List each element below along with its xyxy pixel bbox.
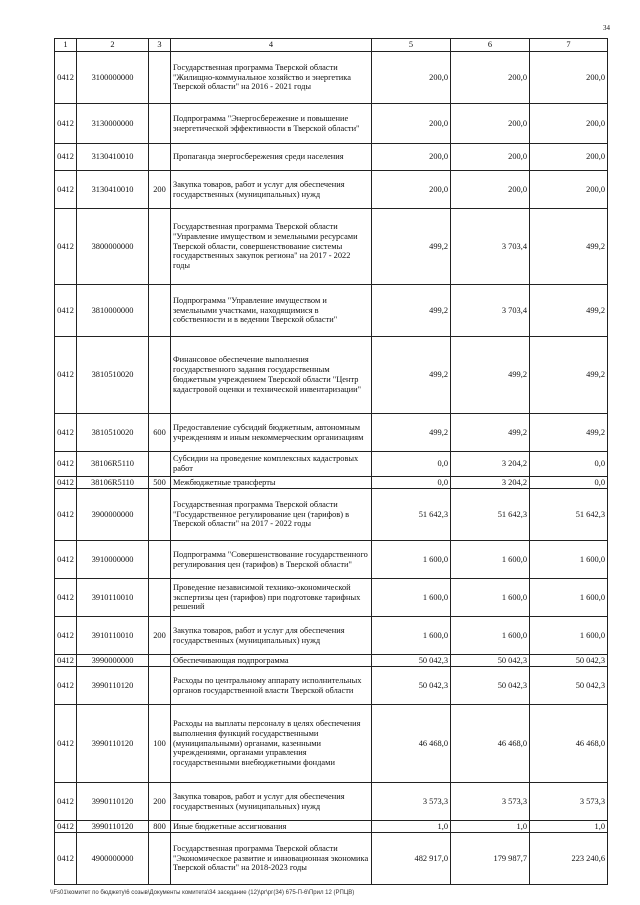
amount-year2-cell: 3 573,3 <box>451 783 530 821</box>
amount-year3-cell: 1,0 <box>530 821 608 833</box>
target-article-cell: 3910110010 <box>77 617 149 655</box>
file-path-footer: \\Fs01\комитет по бюджету\6 созыв\Документы комитета\34 заседание (12)\рг\рг(34) 675-П-6\Прил 12 (РПЦВ) <box>50 890 355 896</box>
header-cell: 7 <box>530 39 608 52</box>
amount-year3-cell: 200,0 <box>530 144 608 171</box>
amount-year3-cell: 1 600,0 <box>530 579 608 617</box>
amount-year1-cell: 499,2 <box>372 209 451 285</box>
description-cell: Расходы на выплаты персоналу в целях обеспечения выполнения функций государственными (муниципальными) органами, казенными учреждениями, органами управления государственными внебюджетными фондами <box>171 705 372 783</box>
table-row <box>55 171 608 209</box>
description-cell: Проведение независимой технико-экономической экспертизы цен (тарифов) при подготовке тарифных решений <box>171 579 372 617</box>
section-code-cell: 0412 <box>55 171 77 209</box>
description-cell: Подпрограмма "Управление имуществом и земельными участками, находящимися в собственности и в ведении Тверской области" <box>171 285 372 337</box>
section-code-cell: 0412 <box>55 285 77 337</box>
section-code-cell: 0412 <box>55 452 77 477</box>
expense-type-cell: 600 <box>149 414 171 452</box>
section-code-cell: 0412 <box>55 617 77 655</box>
description-cell: Государственная программа Тверской области "Государственное регулирование цен (тарифов) в Тверской области" на 2017 - 2022 годы <box>171 489 372 541</box>
budget-table <box>54 38 608 885</box>
amount-year2-cell: 3 703,4 <box>451 285 530 337</box>
section-code-cell: 0412 <box>55 414 77 452</box>
description-cell: Закупка товаров, работ и услуг для обеспечения государственных (муниципальных) нужд <box>171 171 372 209</box>
description-cell: Финансовое обеспечение выполнения государственного задания государственным бюджетным учреждением Тверской области "Центр кадастровой оценки и технической инвентаризации" <box>171 337 372 414</box>
target-article-cell: 3990110120 <box>77 705 149 783</box>
amount-year2-cell: 200,0 <box>451 52 530 104</box>
section-code-cell: 0412 <box>55 655 77 667</box>
amount-year1-cell: 499,2 <box>372 285 451 337</box>
target-article-cell: 3990000000 <box>77 655 149 667</box>
target-article-cell: 3130410010 <box>77 144 149 171</box>
expense-type-cell <box>149 285 171 337</box>
header-cell: 5 <box>372 39 451 52</box>
section-code-cell: 0412 <box>55 667 77 705</box>
amount-year1-cell: 0,0 <box>372 477 451 489</box>
target-article-cell: 3910110010 <box>77 579 149 617</box>
amount-year1-cell: 46 468,0 <box>372 705 451 783</box>
table-row <box>55 833 608 885</box>
amount-year3-cell: 3 573,3 <box>530 783 608 821</box>
amount-year1-cell: 200,0 <box>372 144 451 171</box>
expense-type-cell <box>149 833 171 885</box>
amount-year3-cell: 200,0 <box>530 52 608 104</box>
amount-year1-cell: 499,2 <box>372 414 451 452</box>
target-article-cell: 3800000000 <box>77 209 149 285</box>
table-row <box>55 617 608 655</box>
section-code-cell: 0412 <box>55 477 77 489</box>
amount-year2-cell: 1 600,0 <box>451 579 530 617</box>
table-row <box>55 541 608 579</box>
amount-year2-cell: 50 042,3 <box>451 655 530 667</box>
description-cell: Закупка товаров, работ и услуг для обеспечения государственных (муниципальных) нужд <box>171 783 372 821</box>
amount-year1-cell: 50 042,3 <box>372 667 451 705</box>
amount-year1-cell: 0,0 <box>372 452 451 477</box>
amount-year2-cell: 200,0 <box>451 144 530 171</box>
expense-type-cell: 800 <box>149 821 171 833</box>
expense-type-cell <box>149 52 171 104</box>
amount-year3-cell: 50 042,3 <box>530 655 608 667</box>
target-article-cell: 3990110120 <box>77 783 149 821</box>
target-article-cell: 38106R5110 <box>77 477 149 489</box>
amount-year3-cell: 499,2 <box>530 414 608 452</box>
description-cell: Обеспечивающая подпрограмма <box>171 655 372 667</box>
amount-year1-cell: 1 600,0 <box>372 617 451 655</box>
expense-type-cell: 200 <box>149 783 171 821</box>
target-article-cell: 3130410010 <box>77 171 149 209</box>
section-code-cell: 0412 <box>55 541 77 579</box>
target-article-cell: 3900000000 <box>77 489 149 541</box>
amount-year1-cell: 1 600,0 <box>372 579 451 617</box>
amount-year2-cell: 46 468,0 <box>451 705 530 783</box>
description-cell: Иные бюджетные ассигнования <box>171 821 372 833</box>
amount-year1-cell: 200,0 <box>372 104 451 144</box>
description-cell: Субсидии на проведение комплексных кадастровых работ <box>171 452 372 477</box>
header-cell: 6 <box>451 39 530 52</box>
amount-year3-cell: 50 042,3 <box>530 667 608 705</box>
amount-year1-cell: 3 573,3 <box>372 783 451 821</box>
expense-type-cell <box>149 452 171 477</box>
amount-year2-cell: 499,2 <box>451 337 530 414</box>
amount-year3-cell: 499,2 <box>530 285 608 337</box>
amount-year2-cell: 200,0 <box>451 104 530 144</box>
section-code-cell: 0412 <box>55 52 77 104</box>
expense-type-cell <box>149 104 171 144</box>
table-row <box>55 285 608 337</box>
amount-year3-cell: 499,2 <box>530 337 608 414</box>
amount-year1-cell: 50 042,3 <box>372 655 451 667</box>
amount-year3-cell: 0,0 <box>530 452 608 477</box>
description-cell: Предоставление субсидий бюджетным, автономным учреждениям и иным некоммерческим организациям <box>171 414 372 452</box>
section-code-cell: 0412 <box>55 489 77 541</box>
expense-type-cell <box>149 144 171 171</box>
target-article-cell: 3990110120 <box>77 667 149 705</box>
description-cell: Закупка товаров, работ и услуг для обеспечения государственных (муниципальных) нужд <box>171 617 372 655</box>
description-cell: Государственная программа Тверской области "Жилищно-коммунальное хозяйство и энергетика Тверской области" на 2016 - 2021 годы <box>171 52 372 104</box>
header-cell: 4 <box>171 39 372 52</box>
expense-type-cell <box>149 667 171 705</box>
expense-type-cell <box>149 655 171 667</box>
amount-year1-cell: 200,0 <box>372 52 451 104</box>
amount-year2-cell: 3 703,4 <box>451 209 530 285</box>
description-cell: Подпрограмма "Энергосбережение и повышение энергетической эффективности в Тверской области" <box>171 104 372 144</box>
section-code-cell: 0412 <box>55 579 77 617</box>
target-article-cell: 3100000000 <box>77 52 149 104</box>
amount-year2-cell: 51 642,3 <box>451 489 530 541</box>
amount-year2-cell: 1 600,0 <box>451 617 530 655</box>
section-code-cell: 0412 <box>55 833 77 885</box>
table-row <box>55 821 608 833</box>
amount-year1-cell: 482 917,0 <box>372 833 451 885</box>
amount-year3-cell: 223 240,6 <box>530 833 608 885</box>
description-cell: Государственная программа Тверской области "Управление имуществом и земельными ресурсами Тверской области, совершенствование системы государственных закупок региона" на 2017 - 2022 годы <box>171 209 372 285</box>
expense-type-cell: 100 <box>149 705 171 783</box>
table-row <box>55 452 608 477</box>
table-row <box>55 337 608 414</box>
table-row <box>55 655 608 667</box>
expense-type-cell: 500 <box>149 477 171 489</box>
amount-year3-cell: 0,0 <box>530 477 608 489</box>
table-row <box>55 209 608 285</box>
section-code-cell: 0412 <box>55 144 77 171</box>
table-row <box>55 579 608 617</box>
expense-type-cell: 200 <box>149 171 171 209</box>
table-row <box>55 414 608 452</box>
amount-year2-cell: 200,0 <box>451 171 530 209</box>
amount-year3-cell: 46 468,0 <box>530 705 608 783</box>
amount-year1-cell: 200,0 <box>372 171 451 209</box>
target-article-cell: 3990110120 <box>77 821 149 833</box>
amount-year2-cell: 1,0 <box>451 821 530 833</box>
expense-type-cell <box>149 579 171 617</box>
amount-year2-cell: 3 204,2 <box>451 477 530 489</box>
target-article-cell: 3910000000 <box>77 541 149 579</box>
table-row <box>55 705 608 783</box>
table-row <box>55 489 608 541</box>
page-number: 34 <box>603 24 610 32</box>
table-header-row <box>55 39 608 52</box>
target-article-cell: 3810000000 <box>77 285 149 337</box>
amount-year3-cell: 1 600,0 <box>530 617 608 655</box>
table-row <box>55 477 608 489</box>
expense-type-cell <box>149 541 171 579</box>
target-article-cell: 38106R5110 <box>77 452 149 477</box>
description-cell: Государственная программа Тверской области "Экономическое развитие и инновационная экономика Тверской области" на 2018-2023 годы <box>171 833 372 885</box>
amount-year3-cell: 51 642,3 <box>530 489 608 541</box>
section-code-cell: 0412 <box>55 783 77 821</box>
amount-year1-cell: 51 642,3 <box>372 489 451 541</box>
amount-year3-cell: 200,0 <box>530 104 608 144</box>
amount-year2-cell: 3 204,2 <box>451 452 530 477</box>
header-cell: 1 <box>55 39 77 52</box>
table-row <box>55 667 608 705</box>
description-cell: Межбюджетные трансферты <box>171 477 372 489</box>
description-cell: Пропаганда энергосбережения среди населения <box>171 144 372 171</box>
amount-year3-cell: 1 600,0 <box>530 541 608 579</box>
amount-year2-cell: 50 042,3 <box>451 667 530 705</box>
header-cell: 3 <box>149 39 171 52</box>
table-row <box>55 783 608 821</box>
amount-year1-cell: 1,0 <box>372 821 451 833</box>
target-article-cell: 3810510020 <box>77 337 149 414</box>
target-article-cell: 3810510020 <box>77 414 149 452</box>
amount-year2-cell: 499,2 <box>451 414 530 452</box>
expense-type-cell <box>149 209 171 285</box>
section-code-cell: 0412 <box>55 104 77 144</box>
target-article-cell: 3130000000 <box>77 104 149 144</box>
amount-year3-cell: 200,0 <box>530 171 608 209</box>
amount-year1-cell: 499,2 <box>372 337 451 414</box>
amount-year3-cell: 499,2 <box>530 209 608 285</box>
description-cell: Подпрограмма "Совершенствование государственного регулирования цен (тарифов) в Тверской области" <box>171 541 372 579</box>
section-code-cell: 0412 <box>55 337 77 414</box>
section-code-cell: 0412 <box>55 821 77 833</box>
expense-type-cell <box>149 489 171 541</box>
table-row <box>55 52 608 104</box>
table-row <box>55 144 608 171</box>
table-row <box>55 104 608 144</box>
amount-year2-cell: 179 987,7 <box>451 833 530 885</box>
expense-type-cell: 200 <box>149 617 171 655</box>
amount-year1-cell: 1 600,0 <box>372 541 451 579</box>
header-cell: 2 <box>77 39 149 52</box>
section-code-cell: 0412 <box>55 705 77 783</box>
section-code-cell: 0412 <box>55 209 77 285</box>
expense-type-cell <box>149 337 171 414</box>
amount-year2-cell: 1 600,0 <box>451 541 530 579</box>
target-article-cell: 4900000000 <box>77 833 149 885</box>
description-cell: Расходы по центральному аппарату исполнительных органов государственной власти Тверской области <box>171 667 372 705</box>
